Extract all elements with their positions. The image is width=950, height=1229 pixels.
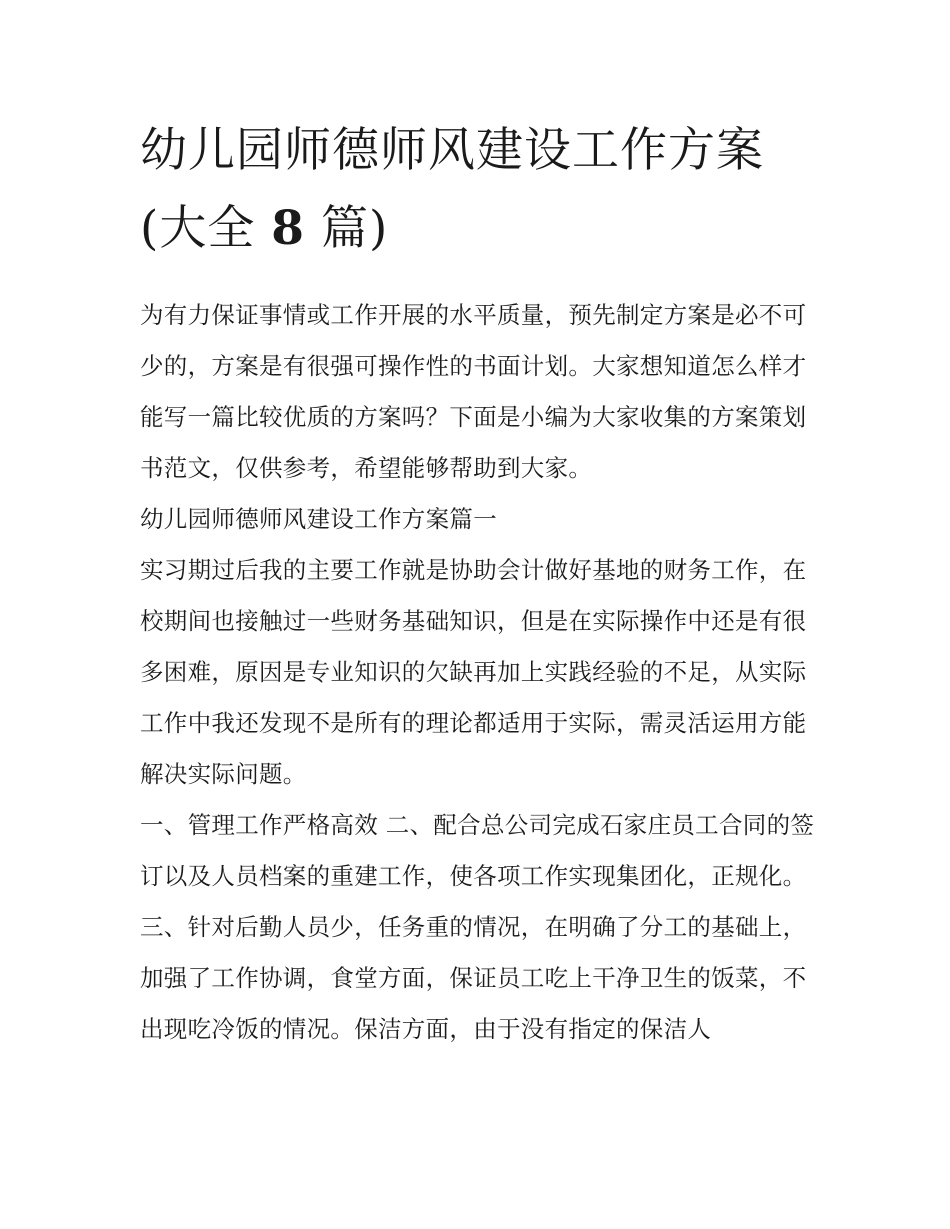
- section-heading: 幼儿园师德师风建设工作方案篇一: [140, 505, 497, 533]
- body-paragraph-3: 三、针对后勤人员少，任务重的情况，在明确了分工的基础上，加强了工作协调，食堂方面，保证员工吃上干净卫生的饭菜，不出现吃冷饭的情况。保洁方面，由于没有指定的保洁人: [140, 913, 807, 1043]
- intro-paragraph: 为有力保证事情或工作开展的水平质量，预先制定方案是必不可少的，方案是有很强可操作性的书面计划。大家想知道怎么样才能写一篇比较优质的方案吗？下面是小编为大家收集的方案策划书范文，仅供参考，希望能够帮助到大家。: [140, 301, 807, 482]
- document-page: [140, 112, 820, 1055]
- title-line-2-open: (大全: [140, 201, 256, 256]
- body-paragraph-1: 实习期过后我的主要工作就是协助会计做好基地的财务工作，在校期间也接触过一些财务基础知识，但是在实际操作中还是有很多困难，原因是专业知识的欠缺再加上实践经验的不足，从实际工作中我还发现不是所有的理论都适用于实际，需灵活运用方能解决实际问题。: [140, 556, 807, 788]
- document-title: [140, 112, 820, 268]
- title-line-2-number: 8: [271, 201, 305, 256]
- title-line-1: 幼儿园师德师风建设工作方案: [140, 123, 764, 178]
- title-line-2-close: 篇): [320, 201, 389, 256]
- body-paragraph-2: 一、管理工作严格高效 二、配合总公司完成石家庄员工合同的签订以及人员档案的重建工作，使各项工作实现集团化，正规化。: [140, 811, 815, 890]
